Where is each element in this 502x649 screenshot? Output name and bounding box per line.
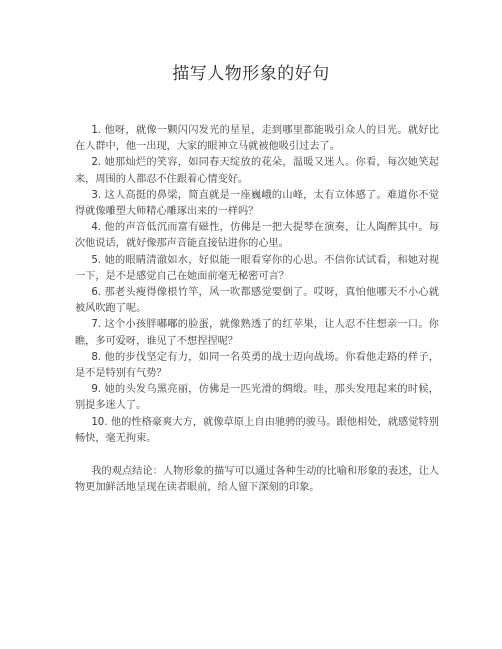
- list-item: 7. 这个小孩胖嘟嘟的脸蛋，就像熟透了的红苹果，让人忍不住想亲一口。你瞧，多可爱呀，谁见了不想捏捏呢？: [75, 319, 439, 347]
- list-item: 6. 那老头瘦得像根竹竿，风一吹都感觉要倒了。哎呀，真怕他哪天不小心就被风吹跑了呢。: [75, 287, 439, 315]
- list-item: 1. 他呀，就像一颗闪闪发光的星星，走到哪里都能吸引众人的目光。就好比在人群中，他一出现，大家的眼神立马就被他吸引过去了。: [75, 125, 439, 153]
- page-title: 描写人物形象的好句: [172, 64, 330, 84]
- list-item: 8. 他的步伐坚定有力，如同一名英勇的战士迈向战场。你看他走路的样子，是不是特别有气势？: [75, 351, 439, 380]
- list-item: 5. 她的眼睛清澈如水，好似能一眼看穿你的心思。不信你试试看，和她对视一下，是不是感觉自己在她面前毫无秘密可言？: [75, 254, 439, 282]
- list-item: 10. 他的性格豪爽大方，就像草原上自由驰骋的骏马。跟他相处，就感觉特别畅快，毫无拘束。: [75, 416, 439, 444]
- list-item: 3. 这人高挺的鼻梁，简直就是一座巍峨的山峰，太有立体感了。难道你不觉得就像雕塑大师精心雕琢出来的一样吗？: [75, 189, 439, 218]
- paragraph-spacer: [75, 447, 439, 464]
- list-item: 4. 他的声音低沉而富有磁性，仿佛是一把大提琴在演奏，让人陶醉其中。每次他说话，就好像那声音能直接钻进你的心里。: [75, 222, 439, 250]
- conclusion-paragraph: 我的观点结论：人物形象的描写可以通过各种生动的比喻和形象的表述，让人物更加鲜活地呈现在读者眼前，给人留下深刻的印象。: [75, 466, 439, 494]
- list-item: 9. 她的头发乌黑亮丽，仿佛是一匹光滑的绸缎。哇，那头发甩起来的时候，别提多迷人了。: [75, 384, 439, 412]
- list-item: 2. 她那灿烂的笑容，如同春天绽放的花朵，温暖又迷人。你看，每次她笑起来，周围的人都忍不住跟着心情变好。: [75, 157, 439, 185]
- document-body: [75, 123, 439, 496]
